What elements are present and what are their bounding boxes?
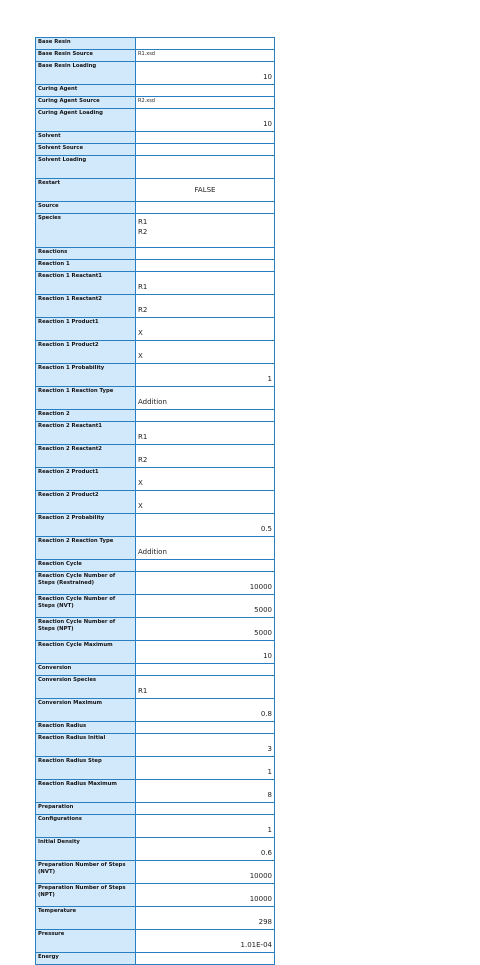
parameter-value-cell[interactable] [136,560,275,572]
parameter-label: Reaction 2 Reactant2 [36,445,136,468]
table-row [36,722,275,734]
parameter-value-cell[interactable]: 8 [136,780,275,803]
parameter-label: Reaction 2 Probability [36,514,136,537]
parameter-value-cell[interactable]: 0.6 [136,838,275,861]
parameter-label: Conversion Species [36,676,136,699]
parameter-value-cell[interactable]: FALSE [136,179,275,202]
parameter-label: Source [36,202,136,214]
table-row [36,109,275,132]
parameter-label: Reaction 2 [36,410,136,422]
parameter-label: Reaction Radius Initial [36,734,136,757]
table-row [36,780,275,803]
parameter-value-cell[interactable]: 10 [136,109,275,132]
parameter-label: Curing Agent Loading [36,109,136,132]
table-row [36,757,275,780]
parameter-value-cell[interactable] [136,410,275,422]
table-row [36,214,275,248]
parameter-label: Configurations [36,815,136,838]
parameter-label: Energy [36,953,136,965]
table-row [36,572,275,595]
parameter-label: Solvent Loading [36,156,136,179]
parameter-value-cell[interactable] [136,202,275,214]
parameter-value-cell[interactable]: 10000 [136,572,275,595]
parameter-value-cell[interactable]: 3 [136,734,275,757]
table-row [36,85,275,97]
table-row [36,884,275,907]
table-row [36,491,275,514]
table-row [36,641,275,664]
table-row [36,295,275,318]
parameter-label: Base Resin [36,38,136,50]
parameter-value-cell[interactable]: 10000 [136,861,275,884]
parameter-value-cell[interactable] [136,144,275,156]
table-row [36,341,275,364]
parameter-value-cell[interactable]: R1 [136,272,275,295]
parameter-label: Reaction 1 Product2 [36,341,136,364]
parameter-value-cell[interactable]: 5000 [136,595,275,618]
parameter-label: Reaction Cycle Number of Steps (NVT) [36,595,136,618]
parameter-value-cell[interactable]: R1.xsd [136,50,275,62]
parameter-value-cell[interactable]: 10000 [136,884,275,907]
parameter-label: Reaction Radius [36,722,136,734]
parameter-value-cell[interactable] [136,85,275,97]
parameter-value-cell[interactable] [136,132,275,144]
parameter-value-cell[interactable]: 1 [136,815,275,838]
parameter-value-cell[interactable]: 0.8 [136,699,275,722]
table-row [36,38,275,50]
parameter-label: Reaction 1 [36,260,136,272]
parameter-value-cell[interactable]: R1 [136,676,275,699]
parameter-value-cell[interactable] [136,248,275,260]
parameter-value-cell[interactable] [136,803,275,815]
parameter-value-cell[interactable] [136,664,275,676]
parameters-table-body [36,38,275,965]
parameter-label: Reaction Cycle [36,560,136,572]
table-row [36,445,275,468]
parameter-value-cell[interactable]: 1.01E-04 [136,930,275,953]
parameter-value-cell[interactable] [136,260,275,272]
parameter-label: Curing Agent Source [36,97,136,109]
parameter-label: Reaction 1 Product1 [36,318,136,341]
parameter-label: Reaction Cycle Maximum [36,641,136,664]
parameter-label: Reaction 2 Reaction Type [36,537,136,560]
table-row [36,422,275,445]
parameter-label: Reaction Cycle Number of Steps (Restrained) [36,572,136,595]
table-row [36,97,275,109]
table-row [36,734,275,757]
parameter-label: Conversion [36,664,136,676]
table-row [36,907,275,930]
table-row [36,514,275,537]
table-row [36,387,275,410]
parameter-label: Solvent Source [36,144,136,156]
parameter-label: Initial Density [36,838,136,861]
parameter-label: Reaction Radius Step [36,757,136,780]
parameter-value-cell[interactable]: 298 [136,907,275,930]
parameter-value-cell[interactable]: X [136,341,275,364]
parameter-value-cell[interactable]: R1 [136,422,275,445]
parameter-value-cell[interactable]: 0.5 [136,514,275,537]
table-row [36,468,275,491]
table-row [36,248,275,260]
parameter-label: Base Resin Source [36,50,136,62]
parameter-value-cell[interactable] [136,156,275,179]
table-row [36,179,275,202]
parameter-value-cell[interactable]: Addition [136,537,275,560]
table-row [36,560,275,572]
table-row [36,364,275,387]
parameter-label: Conversion Maximum [36,699,136,722]
parameter-value-cell[interactable]: R1 R2 [136,214,275,248]
parameter-value-cell[interactable] [136,722,275,734]
parameter-label: Curing Agent [36,85,136,97]
table-row [36,156,275,179]
parameter-value-cell[interactable]: 10 [136,62,275,85]
table-row [36,676,275,699]
parameter-label: Restart [36,179,136,202]
parameter-value-cell[interactable]: R2 [136,295,275,318]
parameter-value-cell[interactable]: R2.xsd [136,97,275,109]
parameter-value-cell[interactable] [136,953,275,965]
table-row [36,50,275,62]
table-row [36,272,275,295]
parameter-label: Reaction 1 Reactant2 [36,295,136,318]
parameter-value-cell[interactable]: 1 [136,757,275,780]
parameter-value-cell[interactable] [136,38,275,50]
table-row [36,699,275,722]
parameter-value-cell[interactable]: X [136,468,275,491]
table-row [36,664,275,676]
table-row [36,132,275,144]
parameter-label: Reactions [36,248,136,260]
table-row [36,930,275,953]
parameter-label: Reaction 1 Probability [36,364,136,387]
parameter-label: Reaction Cycle Number of Steps (NPT) [36,618,136,641]
parameters-table [35,37,275,965]
parameter-label: Preparation [36,803,136,815]
parameter-label: Species [36,214,136,248]
parameter-value-cell[interactable]: X [136,318,275,341]
parameter-value-cell[interactable]: R2 [136,445,275,468]
parameter-label: Pressure [36,930,136,953]
table-row [36,953,275,965]
table-row [36,838,275,861]
parameter-label: Preparation Number of Steps (NVT) [36,861,136,884]
parameter-label: Temperature [36,907,136,930]
table-row [36,318,275,341]
table-row [36,861,275,884]
parameter-value-cell[interactable]: X [136,491,275,514]
parameter-label: Reaction 1 Reactant1 [36,272,136,295]
table-row [36,595,275,618]
table-row [36,62,275,85]
parameter-label: Reaction 2 Product2 [36,491,136,514]
table-row [36,618,275,641]
table-row [36,144,275,156]
table-row [36,803,275,815]
table-row [36,202,275,214]
parameter-label: Reaction 2 Reactant1 [36,422,136,445]
parameter-label: Solvent [36,132,136,144]
table-row [36,815,275,838]
parameter-value-cell[interactable]: 1 [136,364,275,387]
table-row [36,410,275,422]
table-row [36,260,275,272]
parameter-label: Preparation Number of Steps (NPT) [36,884,136,907]
table-row [36,537,275,560]
parameter-label: Reaction 2 Product1 [36,468,136,491]
parameter-value-cell[interactable]: 5000 [136,618,275,641]
parameter-value-cell[interactable]: Addition [136,387,275,410]
parameter-label: Reaction Radius Maximum [36,780,136,803]
parameter-value-cell[interactable]: 10 [136,641,275,664]
parameter-label: Reaction 1 Reaction Type [36,387,136,410]
parameter-label: Base Resin Loading [36,62,136,85]
